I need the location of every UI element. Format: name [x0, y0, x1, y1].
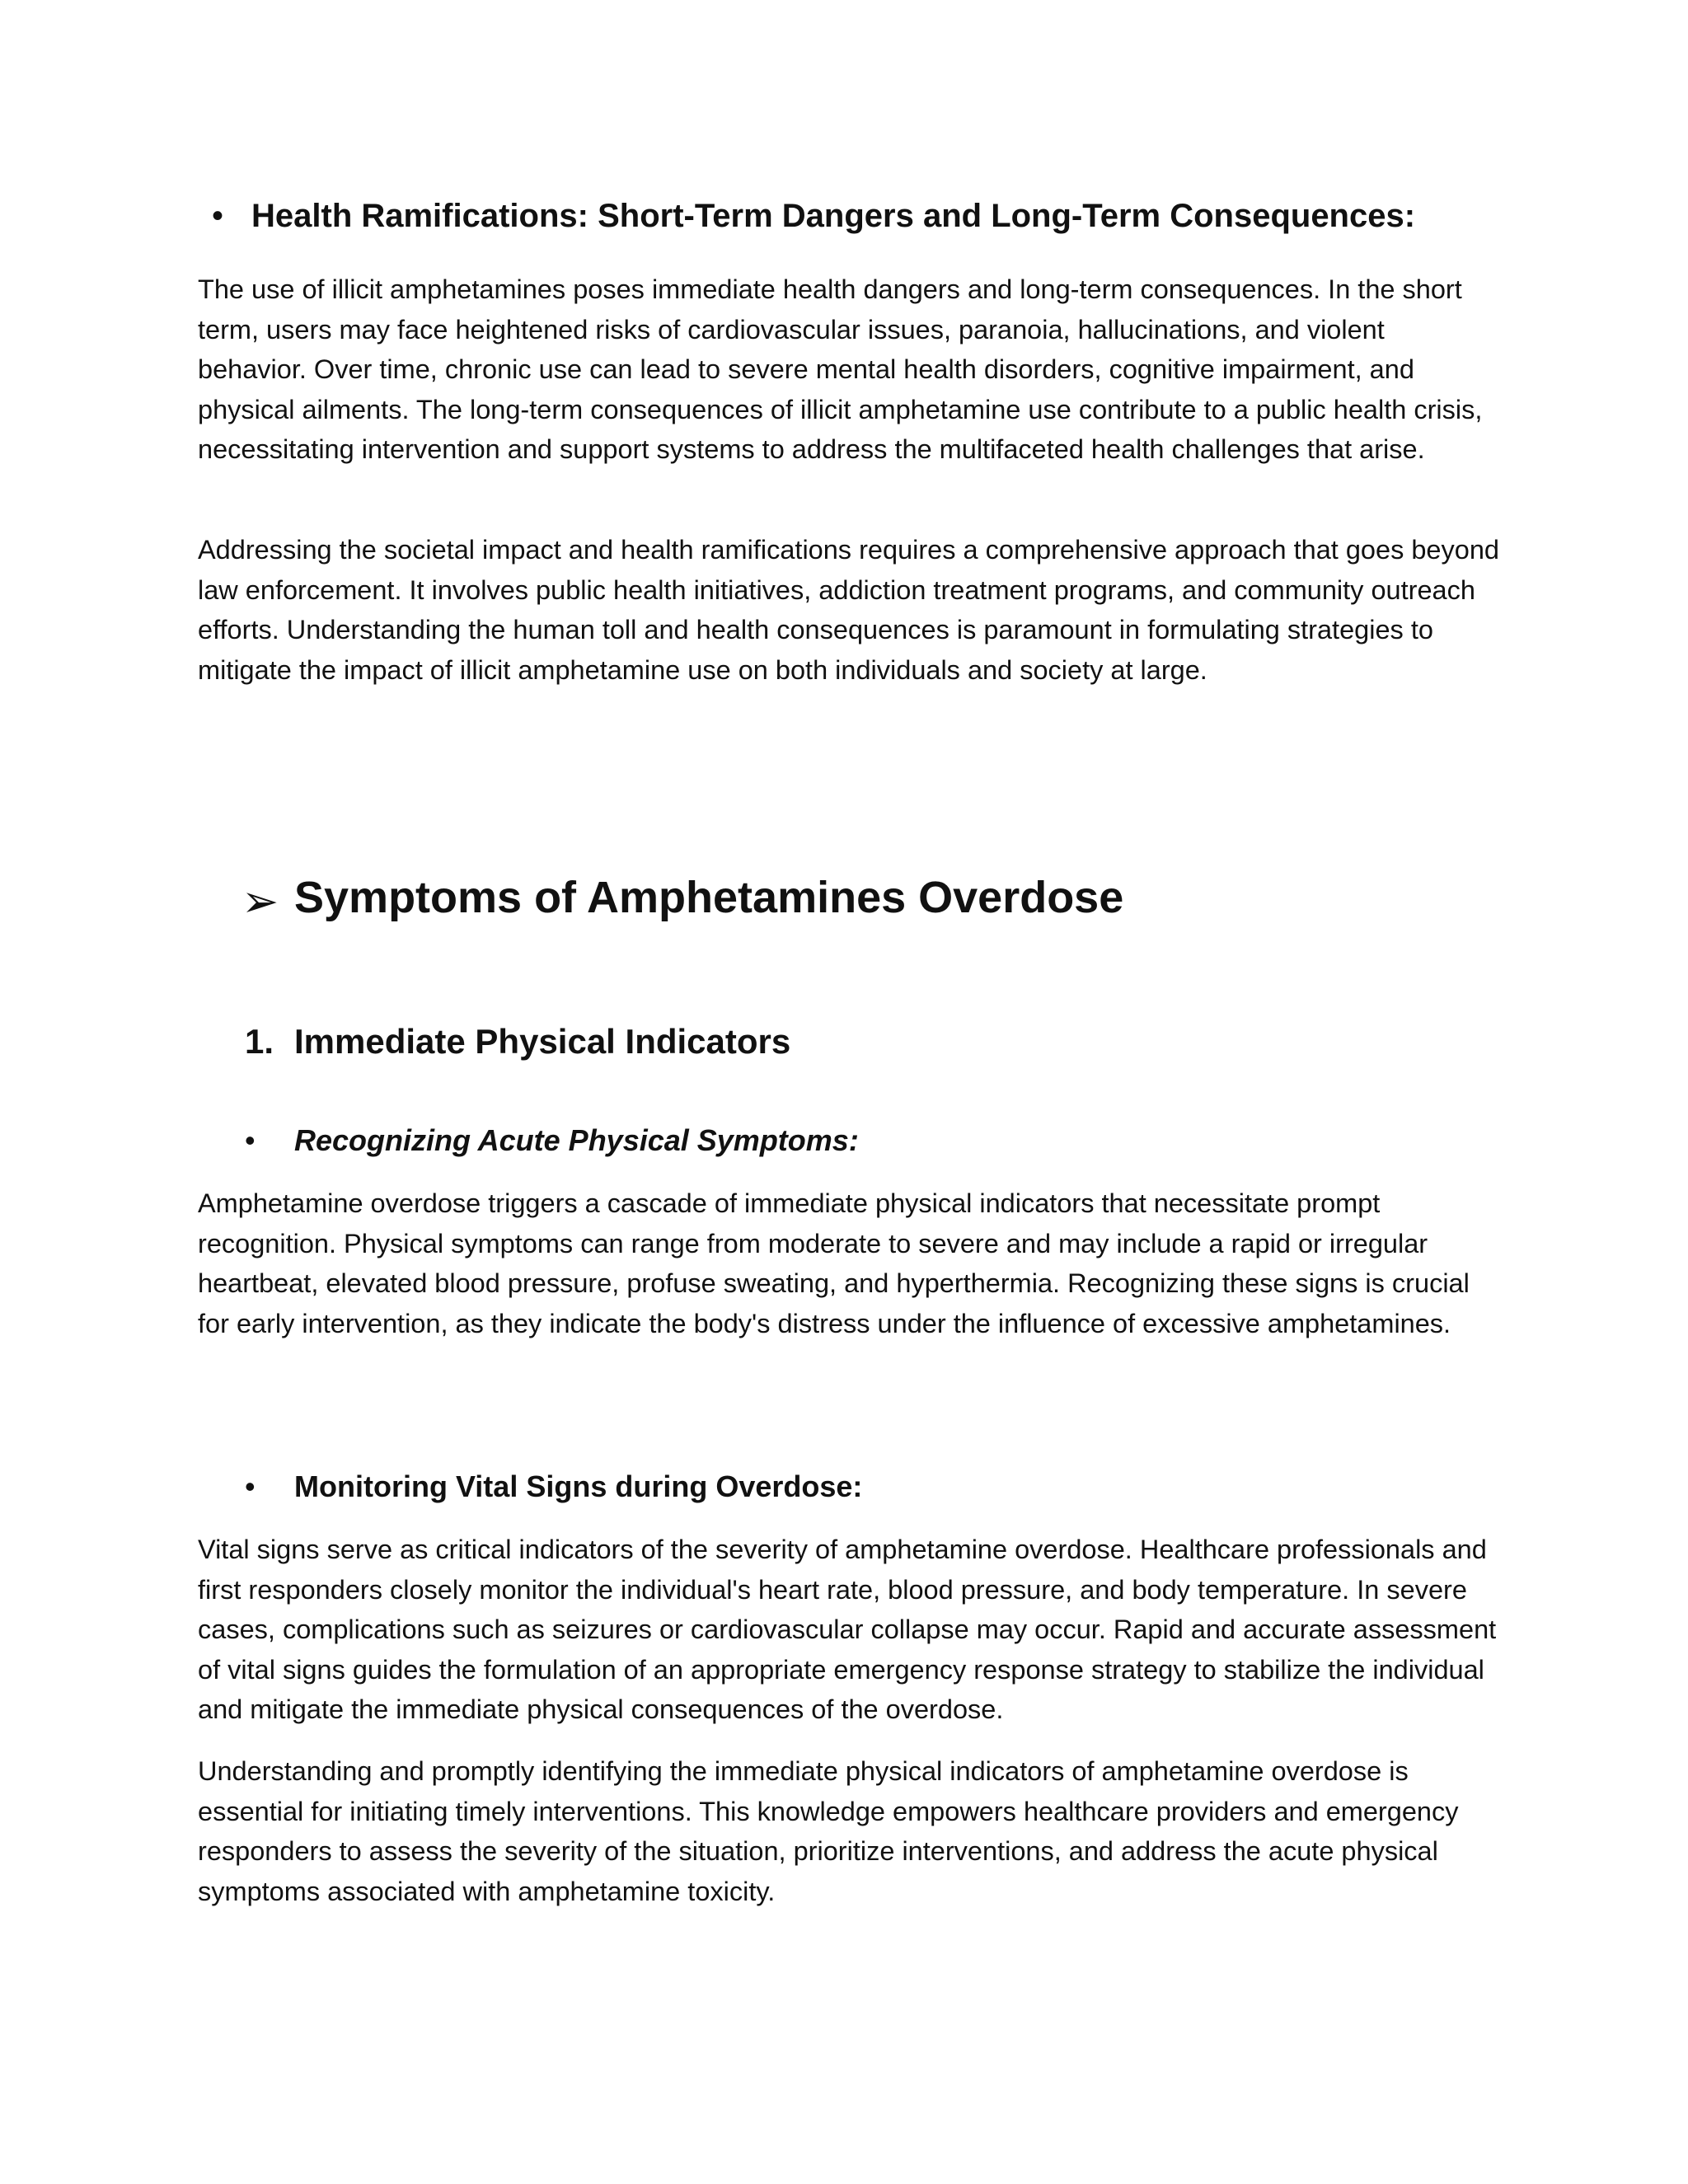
bullet-icon: •	[245, 1123, 256, 1157]
bullet-icon: •	[212, 198, 224, 234]
paragraph-acute-symptoms: Amphetamine overdose triggers a cascade of immediate physical indicators that necessitate prompt recognition. Physical symptoms can range from moderate to severe and may include a rapid or irregular heartbeat, elevated blood pressure, profuse sweating, and hyperthermia. Recognizing these signs is crucial for early intervention, as they indicate the body's distress under the influence of excessive amphetamines.	[198, 1188, 1470, 1338]
subheading-acute-symptoms	[245, 1123, 859, 1158]
subsection-heading-immediate-indicators	[245, 1022, 791, 1062]
heading-text: Monitoring Vital Signs during Overdose:	[294, 1469, 863, 1503]
paragraph-vital-signs-2: Understanding and promptly identifying the immediate physical indicators of amphetamine overdose is essential for initiating timely interventions. This knowledge empowers healthcare providers and emergency responders to assess the severity of the situation, prioritize interventions, and address the acute physical symptoms associated with amphetamine toxicity.	[198, 1756, 1459, 1906]
paragraph-health-ramifications-1: The use of illicit amphetamines poses immediate health dangers and long-term consequences. In the short term, users may face heightened risks of cardiovascular issues, paranoia, hallucinations, and violent behavior. Over time, chronic use can lead to severe mental health disorders, cognitive impairment, and physical ailments. The long-term consequences of illicit amphetamine use contribute to a public health crisis, necessitating intervention and support systems to address the multifaceted health challenges that arise.	[198, 274, 1483, 464]
section-heading-symptoms	[241, 872, 1124, 926]
bullet-icon: •	[245, 1469, 256, 1503]
section-heading-health-ramifications	[212, 198, 1416, 235]
heading-text: Symptoms of Amphetamines Overdose	[294, 873, 1124, 922]
subheading-vital-signs	[245, 1469, 863, 1504]
paragraph-health-ramifications-2: Addressing the societal impact and health ramifications requires a comprehensive approach that goes beyond law enforcement. It involves public health initiatives, addiction treatment programs, and community outreach efforts. Understanding the human toll and health consequences is paramount in formulating strategies to mitigate the impact of illicit amphetamine use on both individuals and society at large.	[198, 535, 1499, 685]
heading-text: Health Ramifications: Short-Term Dangers and Long-Term Consequences:	[251, 198, 1416, 234]
heading-text: Recognizing Acute Physical Symptoms:	[294, 1123, 859, 1157]
heading-text: Immediate Physical Indicators	[294, 1022, 791, 1061]
list-number: 1.	[245, 1022, 274, 1061]
paragraph-vital-signs-1: Vital signs serve as critical indicators of the severity of amphetamine overdose. Healthcare professionals and first responders closely monitor the individual's heart rate, blood pressure, and body temperature. In severe cases, complications such as seizures or cardiovascular collapse may occur. Rapid and accurate assessment of vital signs guides the formulation of an appropriate emergency response strategy to stabilize the individual and mitigate the immediate physical consequences of the overdose.	[198, 1535, 1497, 1724]
arrow-bullet-icon: ➢	[241, 877, 279, 926]
